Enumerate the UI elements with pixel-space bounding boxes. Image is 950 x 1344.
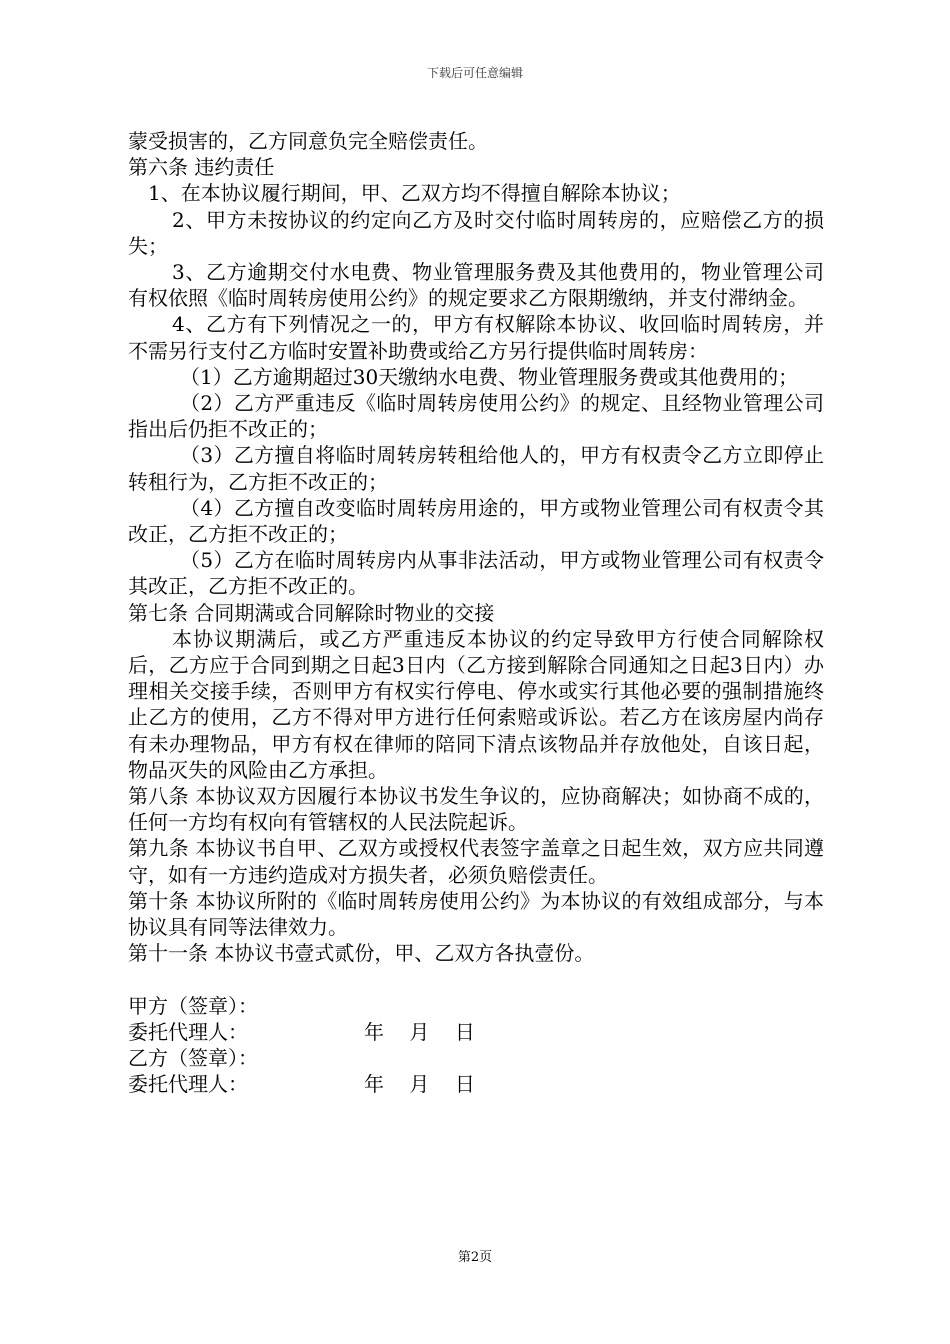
header-note: 下载后可任意编辑 — [426, 66, 523, 80]
document-body — [128, 128, 824, 1097]
paragraph: 2、甲方未按协议的约定向乙方及时交付临时周转房的，应赔偿乙方的损失； — [128, 207, 824, 258]
paragraph: 第九条 本协议书自甲、乙双方或授权代表签字盖章之日起生效，双方应共同遵守，如有一方违约造成对方损失者，必须负赔偿责任。 — [128, 836, 824, 887]
paragraph: （3）乙方擅自将临时周转房转租给他人的，甲方有权责令乙方立即停止转租行为，乙方拒不改正的； — [128, 443, 824, 494]
paragraph: 4、乙方有下列情况之一的，甲方有权解除本协议、收回临时周转房，并不需另行支付乙方临时安置补助费或给乙方另行提供临时周转房： — [128, 312, 824, 363]
paragraph: （4）乙方擅自改变临时周转房用途的，甲方或物业管理公司有权责令其改正，乙方拒不改正的； — [128, 495, 824, 547]
paragraph: （1）乙方逾期超过30天缴纳水电费、物业管理服务费或其他费用的； — [180, 364, 799, 389]
signature-row-party-a — [128, 993, 824, 1019]
page-number: 第2页 — [457, 1250, 493, 1265]
party-b-label: 乙方（签章）： — [128, 1045, 258, 1070]
paragraph: 第十条 本协议所附的《临时周转房使用公约》为本协议的有效组成部分，与本协议具有同等法律效力。 — [128, 888, 824, 940]
signature-row-party-b — [128, 1045, 824, 1071]
signature-block — [128, 993, 824, 1098]
paragraph: 第七条 合同期满或合同解除时物业的交接 — [128, 600, 495, 625]
paragraph: 蒙受损害的，乙方同意负完全赔偿责任。 — [128, 129, 488, 153]
signature-row-agent-b — [128, 1071, 824, 1097]
paragraph: 1、在本协议履行期间，甲、乙双方均不得擅自解除本协议； — [148, 181, 681, 206]
date-b: 年 月 日 — [364, 1072, 475, 1097]
blank-line — [128, 967, 824, 993]
paragraph: 3、乙方逾期交付水电费、物业管理服务费及其他费用的，物业管理公司有权依照《临时周转房使用公约》的规定要求乙方限期缴纳，并支付滞纳金。 — [128, 260, 824, 311]
agent-b-label: 委托代理人： — [128, 1072, 248, 1097]
signature-row-agent-a — [128, 1019, 824, 1045]
paragraph: 第十一条 本协议书壹式贰份，甲、乙双方各执壹份。 — [128, 941, 595, 966]
agent-a-label: 委托代理人： — [128, 1019, 248, 1044]
paragraph: （2）乙方严重违反《临时周转房使用公约》的规定、且经物业管理公司指出后仍拒不改正的； — [128, 391, 824, 442]
paragraph: 第六条 违约责任 — [128, 155, 275, 180]
party-a-label: 甲方（签章）： — [128, 993, 258, 1018]
paragraph: （5）乙方在临时周转房内从事非法活动，甲方或物业管理公司有权责令其改正，乙方拒不改正的。 — [128, 548, 824, 599]
paragraph: 本协议期满后，或乙方严重违反本协议的约定导致甲方行使合同解除权后，乙方应于合同到期之日起3日内（乙方接到解除合同通知之日起3日内）办理相关交接手续，否则甲方有权实行停电、停水或实行其他必要的强制措施终止乙方的使用，乙方不得对甲方进行任何索赔或诉讼。若乙方在该房屋内尚存有未办理物品，甲方有权在律师的陪同下清点该物品并存放他处，自该日起，物品灭失的风险由乙方承担。 — [128, 626, 824, 782]
date-a: 年 月 日 — [364, 1019, 475, 1044]
paragraph: 第八条 本协议双方因履行本协议书发生争议的，应协商解决；如协商不成的，任何一方均有权向有管辖权的人民法院起诉。 — [128, 784, 824, 835]
paragraph-list — [128, 128, 824, 967]
